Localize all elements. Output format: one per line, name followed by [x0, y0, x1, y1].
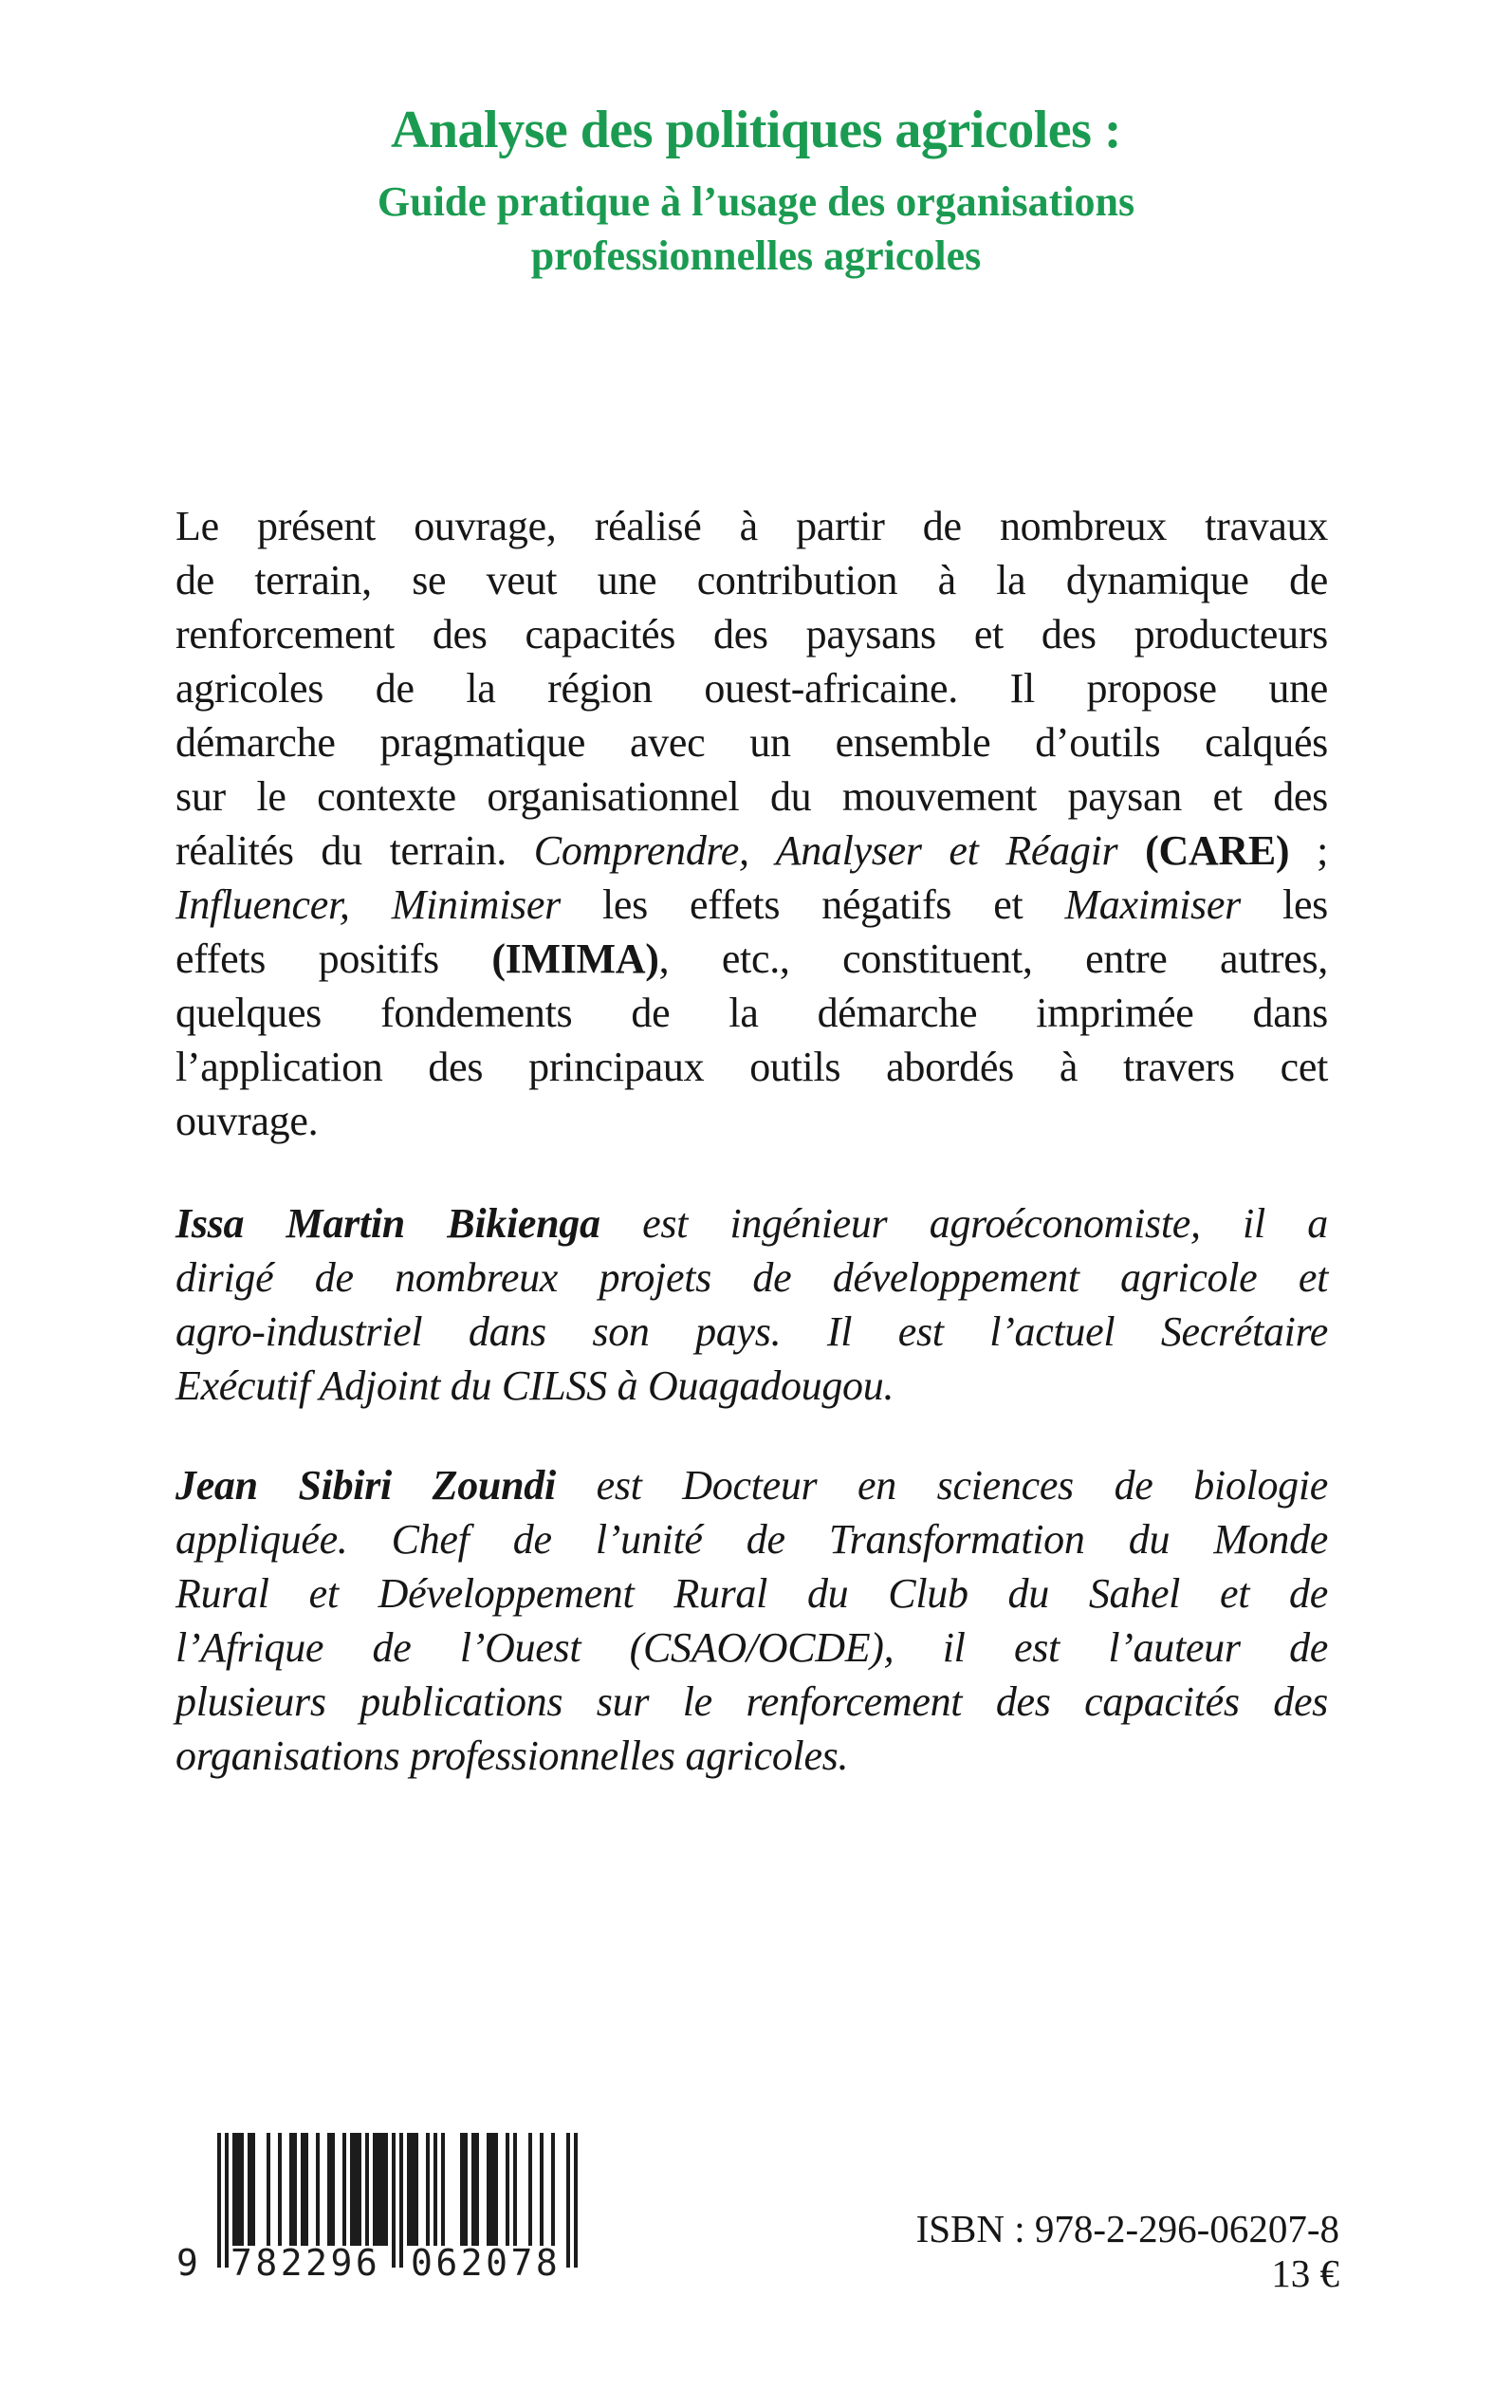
author-bio-zoundi	[175, 1458, 1328, 1783]
text-line: renforcement des capacités des paysans et des producteurs	[175, 611, 1328, 658]
barcode-left-digits: 782296	[230, 2242, 381, 2284]
text-line: ouvrage.	[175, 1098, 319, 1144]
text-line: Issa Martin Bikienga est ingénieur agroéconomiste, il a	[175, 1200, 1328, 1247]
text-line: Guide pratique à l’usage des organisations	[377, 178, 1135, 225]
isbn-label: ISBN : 978-2-296-06207-8	[915, 2207, 1339, 2251]
description-paragraph	[175, 499, 1328, 1148]
text-line: dirigé de nombreux projets de développement agricole et	[175, 1254, 1328, 1301]
isbn-price-block	[916, 2207, 1339, 2296]
text-line: professionnelles agricoles	[530, 232, 982, 279]
text-line: appliquée. Chef de l’unité de Transformation du Monde	[175, 1516, 1328, 1563]
book-subtitle	[0, 175, 1512, 283]
author-bio-bikienga	[175, 1196, 1328, 1413]
text-line: réalités du terrain. Comprendre, Analyser et Réagir (CARE) ;	[175, 827, 1328, 874]
text-line: Exécutif Adjoint du CILSS à Ouagadougou.	[175, 1362, 894, 1409]
text-line: démarche pragmatique avec un ensemble d’outils calqués	[175, 719, 1328, 766]
barcode-first-digit: 9	[176, 2242, 198, 2284]
text-line: plusieurs publications sur le renforcement des capacités des	[175, 1678, 1328, 1725]
text-line: l’application des principaux outils abordés à travers cet	[175, 1044, 1328, 1090]
text-line: sur le contexte organisationnel du mouvement paysan et des	[175, 773, 1328, 820]
price-label: 13 €	[1271, 2251, 1339, 2295]
text-line: agricoles de la région ouest-africaine. Il propose une	[175, 665, 1328, 712]
text-line: Le présent ouvrage, réalisé à partir de nombreux travaux	[175, 503, 1328, 549]
text-line: Jean Sibiri Zoundi est Docteur en sciences de biologie	[175, 1462, 1328, 1509]
text-line: l’Afrique de l’Ouest (CSAO/OCDE), il est l’auteur de	[175, 1624, 1328, 1671]
text-line: agro-industriel dans son pays. Il est l’actuel Secrétaire	[175, 1308, 1328, 1355]
text-line: effets positifs (IMIMA), etc., constituent, entre autres,	[175, 935, 1328, 982]
text-line: Rural et Développement Rural du Club du Sahel et de	[175, 1570, 1328, 1617]
book-title: Analyse des politiques agricoles :	[390, 101, 1122, 159]
text-line: de terrain, se veut une contribution à la dynamique de	[175, 557, 1328, 603]
barcode-right-digits: 062078	[411, 2242, 562, 2284]
text-line: quelques fondements de la démarche imprimée dans	[175, 990, 1328, 1036]
text-line: organisations professionnelles agricoles.	[175, 1732, 849, 1779]
text-line: Influencer, Minimiser les effets négatifs et Maximiser les	[175, 881, 1328, 928]
